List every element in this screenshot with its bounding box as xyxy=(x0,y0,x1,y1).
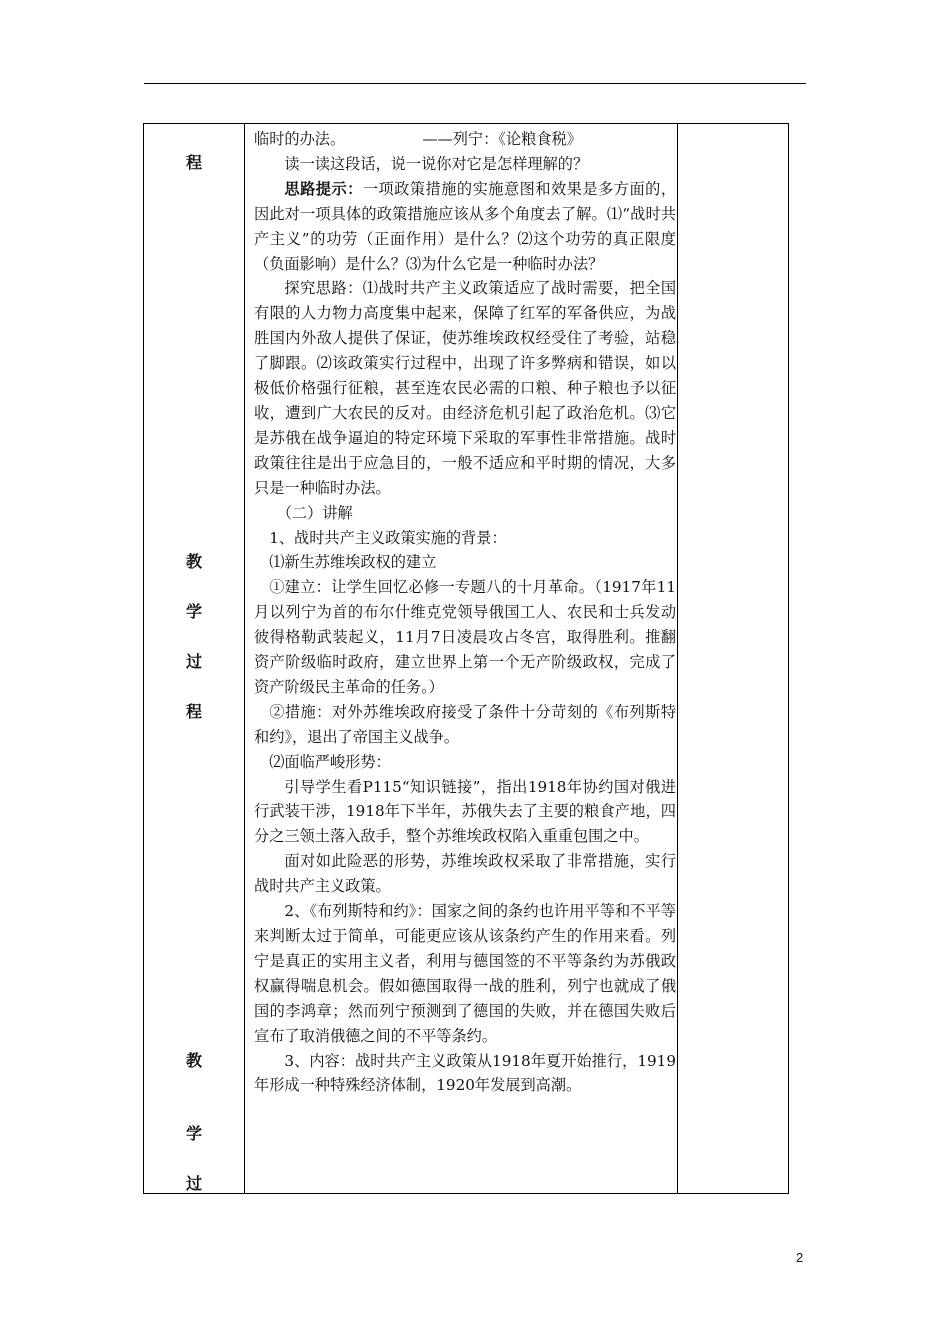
paragraph-content: 3、内容：战时共产主义政策从1918年夏开始推行，1919年形成一种特殊经济体制，1920年发展到高潮。 xyxy=(254,1051,676,1095)
section-label-char: 学 xyxy=(185,1124,202,1143)
section-label-char: 程 xyxy=(185,153,202,172)
paragraph-brest-treaty: 2、《布列斯特和约》：国家之间的条约也许用平等和不平等来判断太过于简单，可能更应该从该条约产生的作用来看。列宁是真正的实用主义者，利用与德国签的不平等条约为苏俄政权赢得喘息机会。假如德国取得一战的胜利，列宁也就成了俄国的李鸿章；然而列宁预测到了德国的失败，并在德国失败后宣布了取消俄德之间的不平等条约。 xyxy=(254,902,676,1045)
section-label-char: 学 xyxy=(185,602,202,621)
thinking-hint-text: 一项政策措施的实施意图和效果是多方面的，因此对一项具体的政策措施应该从多个角度去了解。⑴“战时共产主义”的功劳（正面作用）是什么？⑵这个功劳的真正限度（负面影响）是什么？⑶为什么它是一种临时办法？ xyxy=(254,179,677,273)
paragraph-measures: ②措施：对外苏维埃政府接受了条件十分苛刻的《布列斯特和约》，退出了帝国主义战争。 xyxy=(254,702,676,746)
paragraph-knowledge-link: 引导学生看P115“知识链接”，指出1918年协约国对俄进行武装干涉，1918年下半年，苏俄失去了主要的粮食产地，四分之三领土落入敌手，整个苏维埃政权陷入重重包围之中。 xyxy=(254,777,676,846)
section-label-char: 教 xyxy=(185,552,202,571)
lesson-content xyxy=(254,127,676,1098)
column-divider xyxy=(677,124,678,1193)
subheading-new-regime: ⑴新生苏维埃政权的建立 xyxy=(269,553,437,572)
section-label-char: 教 xyxy=(185,1051,202,1070)
column-divider xyxy=(244,124,245,1193)
page-number: 2 xyxy=(796,1250,804,1265)
thinking-hint xyxy=(254,177,676,277)
section-heading: （二）讲解 xyxy=(276,503,353,522)
section-label-column xyxy=(144,124,244,1193)
header-rule xyxy=(144,83,806,84)
subheading-background: 1、战时共产主义政策实施的背景： xyxy=(269,528,507,547)
exploration-paragraph: 探究思路：⑴战时共产主义政策适应了战时需要，把全国有限的人力物力高度集中起来，保障了红军的军备供应，为战胜国内外敌人提供了保证，使苏维埃政权经受住了考验，站稳了脚跟。⑵该政策实行过程中，出现了许多弊病和错误，如以极低价格强行征粮，甚至连农民必需的口粮、种子粮也予以征收，遭到广大农民的反对。由经济危机引起了政治危机。⑶它是苏俄在战争逼迫的特定环境下采取的军事性非常措施。战时政策往往是出于应急目的，一般不适应和平时期的情况，大多只是一种临时办法。 xyxy=(254,279,676,497)
section-label-char: 程 xyxy=(185,702,202,721)
section-label-char: 过 xyxy=(185,1174,202,1193)
reading-question: 读一读这段话，说一说你对它是怎样理解的？ xyxy=(284,154,589,173)
paragraph-response: 面对如此险恶的形势，苏维埃政权采取了非常措施，实行战时共产主义政策。 xyxy=(254,852,676,896)
quote-attribution: 临时的办法。 ——列宁：《论粮食税》 xyxy=(254,130,582,148)
subheading-situation: ⑵面临严峻形势： xyxy=(269,752,391,771)
section-label-char: 过 xyxy=(185,652,202,671)
lesson-table xyxy=(143,123,789,1194)
thinking-hint-label: 思路提示： xyxy=(284,179,363,198)
paragraph-establishment: ①建立：让学生回忆必修一专题八的十月革命。（1917年11月以列宁为首的布尔什维克党领导俄国工人、农民和士兵发动彼得格勒武装起义，11月7日凌晨攻占冬宫，取得胜利。推翻资产阶级临时政府，建立世界上第一个无产阶级政权，完成了资产阶级民主革命的任务。） xyxy=(254,578,676,696)
